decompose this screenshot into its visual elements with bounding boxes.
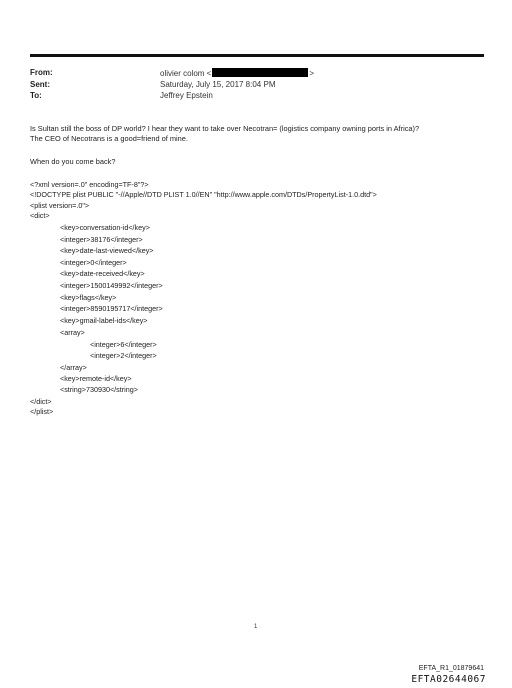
plist-line: <key>gmail-label-ids</key> bbox=[60, 316, 148, 325]
from-value bbox=[160, 68, 314, 79]
plist-line: <integer>38176</integer> bbox=[60, 235, 143, 244]
sent-label: Sent: bbox=[30, 80, 50, 89]
plist-line: <?xml version=.0" encoding=TF-8"?> bbox=[30, 180, 149, 189]
plist-line: <array> bbox=[60, 328, 85, 337]
body-line-2: The CEO of Necotrans is a good=friend of mine. bbox=[30, 134, 188, 143]
plist-line: <key>remote-id</key> bbox=[60, 374, 132, 383]
plist-line: </array> bbox=[60, 363, 87, 372]
plist-line: <dict> bbox=[30, 211, 50, 220]
body-line-1: Is Sultan still the boss of DP world? I hear they want to take over Necotran= (logistics company owning ports in Africa)? bbox=[30, 124, 420, 133]
to-value: Jeffrey Epstein bbox=[160, 91, 213, 100]
redaction-block bbox=[212, 68, 308, 77]
plist-line: <!DOCTYPE plist PUBLIC "-//Apple//DTD PLIST 1.0//EN" "http://www.apple.com/DTDs/PropertyList-1.0.dtd"> bbox=[30, 190, 377, 199]
plist-line: </dict> bbox=[30, 397, 52, 406]
bates-stamp-secondary: EFTA02644067 bbox=[411, 674, 486, 685]
to-label: To: bbox=[30, 91, 42, 100]
plist-line: <integer>1500149992</integer> bbox=[60, 281, 163, 290]
plist-line: <key>date-received</key> bbox=[60, 269, 145, 278]
from-tail: > bbox=[309, 69, 315, 78]
header-divider bbox=[30, 54, 484, 57]
sent-value: Saturday, July 15, 2017 8:04 PM bbox=[160, 80, 276, 89]
plist-line: <string>730930</string> bbox=[60, 385, 138, 394]
plist-line: <key>conversation-id</key> bbox=[60, 223, 150, 232]
plist-line: <plist version=.0"> bbox=[30, 201, 90, 210]
bates-stamp-primary: EFTA_R1_01879641 bbox=[418, 665, 484, 672]
plist-line: <integer>0</integer> bbox=[60, 258, 127, 267]
body-question: When do you come back? bbox=[30, 157, 116, 166]
from-name: olivier colom < bbox=[160, 69, 212, 78]
plist-line: </plist> bbox=[30, 407, 54, 416]
page-number: 1 bbox=[254, 624, 258, 630]
plist-line: <key>date-last-viewed</key> bbox=[60, 246, 154, 255]
plist-line: <integer>2</integer> bbox=[90, 351, 157, 360]
plist-line: <integer>8590195717</integer> bbox=[60, 304, 163, 313]
from-label: From: bbox=[30, 68, 53, 77]
plist-line: <integer>6</integer> bbox=[90, 340, 157, 349]
plist-line: <key>flags</key> bbox=[60, 293, 117, 302]
